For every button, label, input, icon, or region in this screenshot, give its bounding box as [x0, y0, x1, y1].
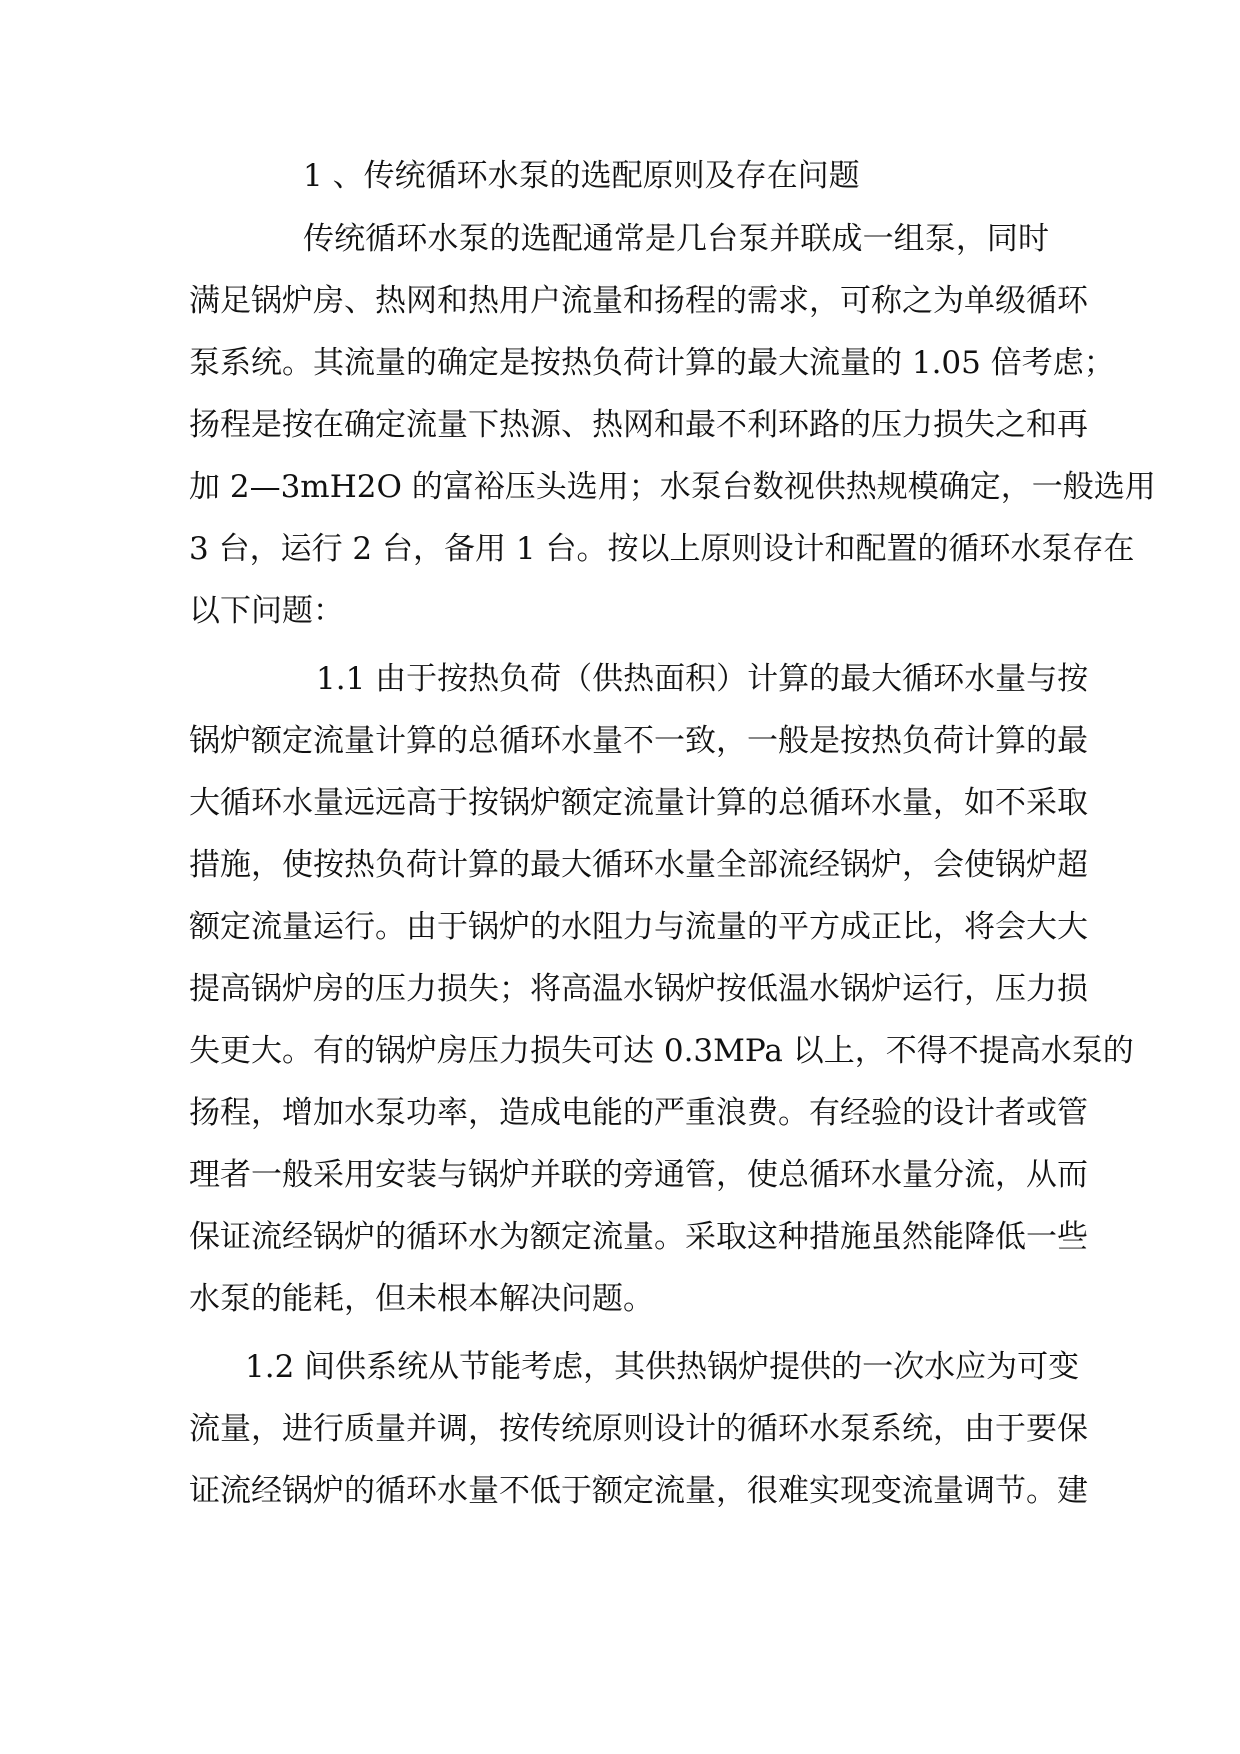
paragraph-line: 泵系统。其流量的确定是按热负荷计算的最大流量的 1.05 倍考虑；	[189, 345, 1115, 381]
paragraph-line: 锅炉额定流量计算的总循环水量不一致，一般是按热负荷计算的最	[189, 723, 1088, 759]
paragraph-line: 措施，使按热负荷计算的最大循环水量全部流经锅炉，会使锅炉超	[189, 847, 1088, 883]
paragraph-line: 大循环水量远远高于按锅炉额定流量计算的总循环水量，如不采取	[189, 785, 1088, 821]
paragraph-line: 3 台，运行 2 台，备用 1 台。按以上原则设计和配置的循环水泵存在	[189, 531, 1135, 567]
paragraph-line: 扬程是按在确定流量下热源、热网和最不利环路的压力损失之和再	[189, 407, 1088, 443]
paragraph-line: 水泵的能耗，但未根本解决问题。	[189, 1281, 654, 1317]
paragraph-line: 额定流量运行。由于锅炉的水阻力与流量的平方成正比，将会大大	[189, 909, 1088, 945]
paragraph-line: 加 2—3mH2O 的富裕压头选用；水泵台数视供热规模确定，一般选用	[189, 469, 1156, 505]
paragraph-line: 传统循环水泵的选配通常是几台泵并联成一组泵，同时	[303, 221, 1049, 257]
paragraph-line: 流量，进行质量并调，按传统原则设计的循环水泵系统，由于要保	[189, 1411, 1088, 1447]
paragraph-line: 满足锅炉房、热网和热用户流量和扬程的需求，可称之为单级循环	[189, 283, 1088, 319]
paragraph-line: 扬程，增加水泵功率，造成电能的严重浪费。有经验的设计者或管	[189, 1095, 1088, 1131]
paragraph-line: 1.1 由于按热负荷（供热面积）计算的最大循环水量与按	[316, 661, 1089, 697]
paragraph-line: 以下问题：	[189, 593, 344, 629]
paragraph-line: 理者一般采用安装与锅炉并联的旁通管，使总循环水量分流，从而	[189, 1157, 1088, 1193]
paragraph-line: 1.2 间供系统从节能考虑，其供热锅炉提供的一次水应为可变	[245, 1349, 1080, 1385]
paragraph-line: 提高锅炉房的压力损失；将高温水锅炉按低温水锅炉运行，压力损	[189, 971, 1088, 1007]
section-heading: 1 、传统循环水泵的选配原则及存在问题	[303, 158, 860, 194]
paragraph-line: 证流经锅炉的循环水量不低于额定流量，很难实现变流量调节。建	[189, 1473, 1088, 1509]
paragraph-line: 失更大。有的锅炉房压力损失可达 0.3MPa 以上，不得不提高水泵的	[189, 1033, 1134, 1069]
paragraph-line: 保证流经锅炉的循环水为额定流量。采取这种措施虽然能降低一些	[189, 1219, 1088, 1255]
